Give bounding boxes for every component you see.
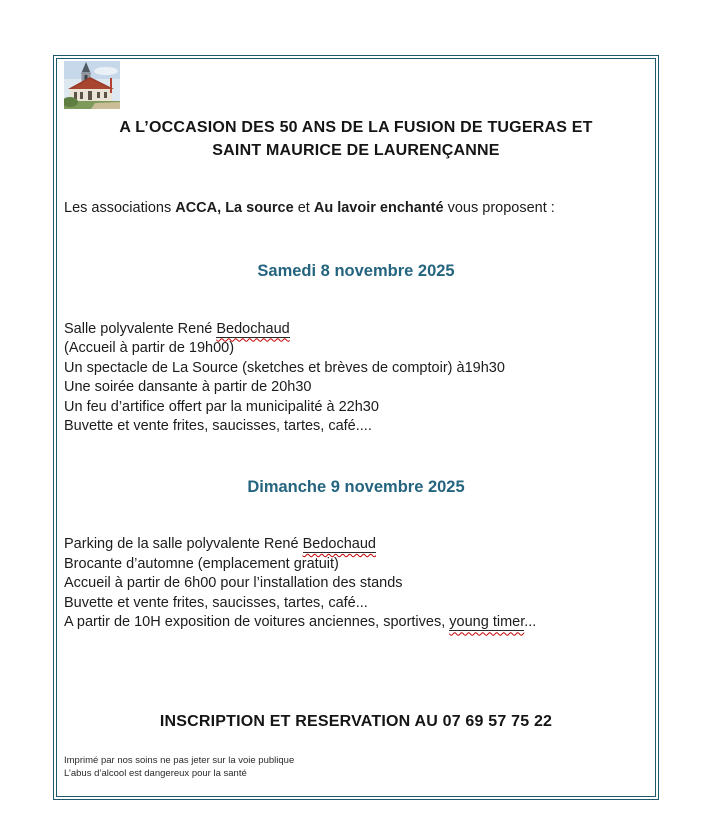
intro-separator-1: , [217, 200, 226, 216]
sunday-line-buvette: Buvette et vente frites, saucisses, tartes, café... [64, 594, 368, 611]
sunday-exposition-suffix: ... [524, 614, 537, 631]
church-photo-illustration [64, 61, 120, 109]
church-photo [64, 61, 120, 109]
association-la-source: La source [225, 200, 294, 216]
sunday-line-accueil: Accueil à partir de 6h00 pour l’installation des stands [64, 575, 403, 592]
saturday-line-soiree: Une soirée dansante à partir de 20h30 [64, 379, 312, 396]
saturday-line-buvette: Buvette et vente frites, saucisses, tartes, café.... [64, 418, 372, 435]
sunday-line-brocante: Brocante d’automne (emplacement gratuit) [64, 555, 339, 572]
intro-paragraph [64, 199, 648, 219]
saturday-line-spectacle: Un spectacle de La Source (sketches et brèves de comptoir) à19h30 [64, 359, 505, 376]
legal-line-alcohol: L’abus d’alcool est dangereux pour la santé [64, 768, 247, 780]
association-acca: ACCA [175, 200, 218, 216]
saturday-venue-name: Bedochaud [216, 320, 290, 337]
misspelled-word-young-timer [449, 614, 524, 631]
saturday-heading: Samedi 8 novembre 2025 [257, 261, 455, 280]
intro-prefix: Les associations [64, 200, 176, 216]
sunday-heading: Dimanche 9 novembre 2025 [247, 478, 465, 497]
saturday-venue-line [64, 320, 648, 340]
saturday-line-accueil: (Accueil à partir de 19h00) [64, 340, 235, 357]
sunday-exposition-prefix: A partir de 10H exposition de voitures anciennes, sportives, [64, 614, 450, 631]
misspelled-word-bedochaud [303, 536, 376, 553]
sunday-line-exposition [64, 613, 648, 633]
reservation-line: INSCRIPTION ET RESERVATION AU 07 69 57 75 22 [159, 713, 553, 731]
legal-line-printing: Imprimé par nos soins ne pas jeter sur la voie publique [64, 755, 295, 767]
misspelled-word-bedochaud [216, 321, 289, 338]
saturday-venue-prefix: Salle polyvalente René [64, 320, 217, 337]
sunday-venue-name: Bedochaud [302, 536, 376, 553]
saturday-program [64, 320, 648, 438]
sunday-program [64, 535, 648, 633]
legal-notices [64, 754, 648, 780]
document-frame [53, 55, 659, 800]
association-au-lavoir-enchante: Au lavoir enchanté [313, 200, 444, 216]
sunday-venue-line [64, 535, 648, 555]
sunday-venue-prefix: Parking de la salle polyvalente René [64, 536, 303, 553]
intro-suffix: vous proposent : [443, 200, 555, 216]
saturday-line-feu-artifice: Un feu d’artifice offert par la municipalité à 22h30 [64, 398, 379, 415]
page-title [64, 116, 648, 162]
sunday-exposition-flagged: young timer [449, 614, 525, 631]
page-title-line1: A L’OCCASION DES 50 ANS DE LA FUSION DE TUGERAS ET [119, 119, 593, 136]
page-title-line2: SAINT MAURICE DE LAURENÇANNE [212, 142, 500, 159]
intro-separator-2: et [293, 200, 314, 216]
